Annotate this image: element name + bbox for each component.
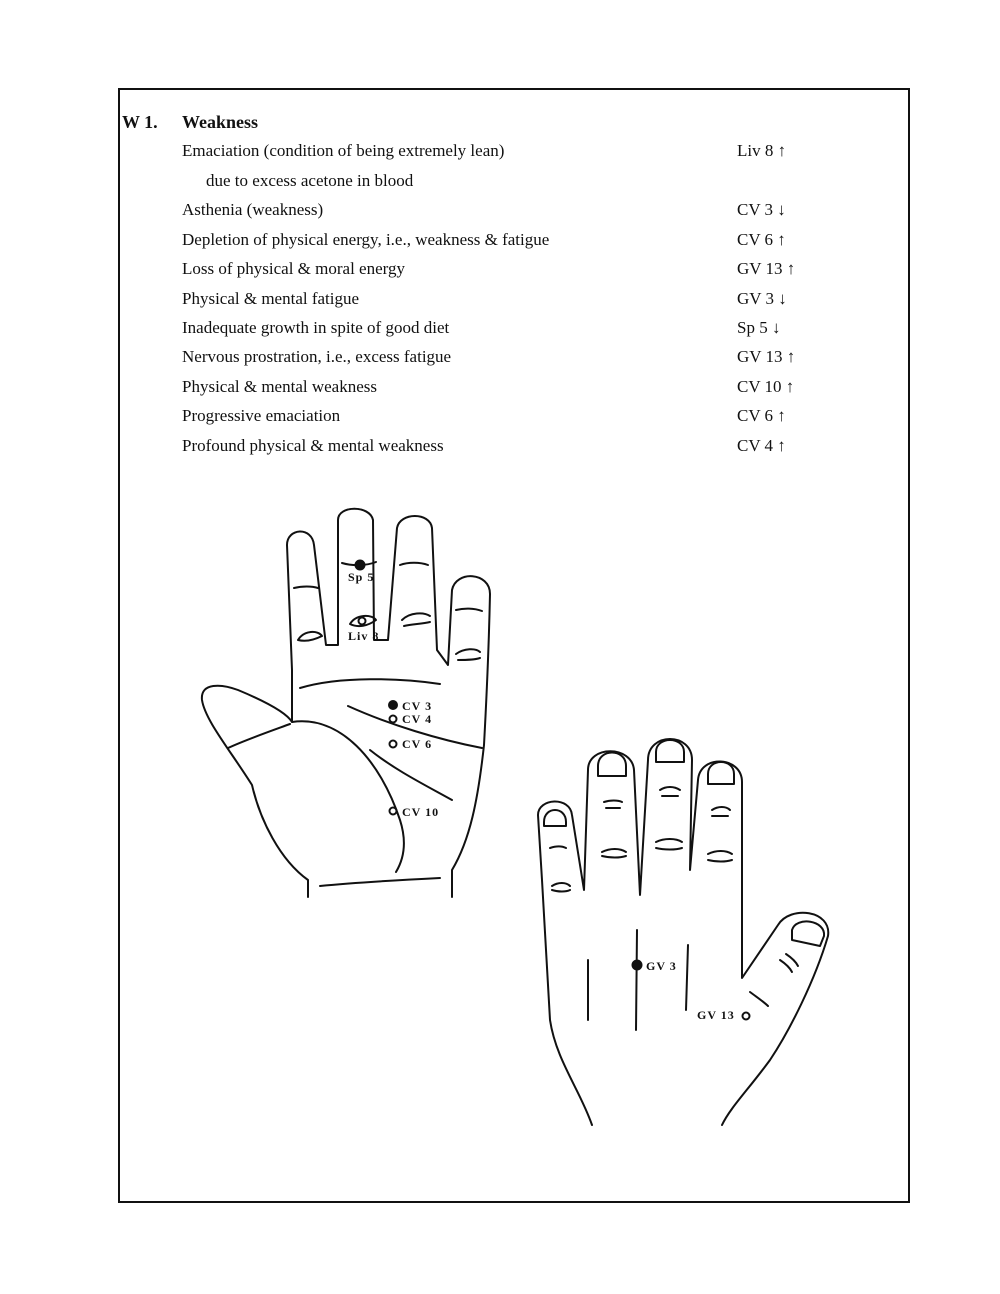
- section-title: Weakness: [182, 112, 259, 132]
- finger-crease: [400, 563, 428, 565]
- finger-crease: [456, 649, 480, 660]
- knuckle-crease: [660, 787, 680, 796]
- tendon-line: [686, 945, 688, 1010]
- cv3-label: CV 3: [402, 699, 433, 713]
- palm-illustration: [202, 509, 490, 897]
- entry-condition: Progressive emaciation: [182, 406, 341, 425]
- knuckle-crease: [602, 849, 626, 858]
- entry-point: CV 4 ↑: [737, 436, 786, 455]
- thumb-crease: [228, 724, 290, 748]
- entry-condition: Physical & mental weakness: [182, 377, 377, 396]
- fingernail: [544, 810, 566, 826]
- entry-point: CV 10 ↑: [737, 377, 795, 396]
- entry-point: CV 3 ↓: [737, 200, 786, 219]
- entry-point: Sp 5 ↓: [737, 318, 781, 337]
- knuckle-crease: [708, 851, 732, 862]
- knuckle-crease: [780, 954, 798, 972]
- cv3-point: [389, 701, 397, 709]
- liv8-point: [359, 618, 366, 625]
- cv4-point: [390, 716, 397, 723]
- gv13-label: GV 13: [697, 1008, 735, 1022]
- finger-crease: [294, 587, 318, 589]
- back-of-hand-illustration: [538, 739, 828, 1125]
- knuckle-crease: [712, 807, 730, 816]
- cv6-label: CV 6: [402, 737, 433, 751]
- entry-condition: Depletion of physical energy, i.e., weakness & fatigue: [182, 230, 550, 249]
- entry-point: CV 6 ↑: [737, 230, 786, 249]
- fingernail: [708, 762, 734, 784]
- entry-condition: Physical & mental fatigue: [182, 289, 360, 308]
- entry-point: GV 13 ↑: [737, 259, 796, 278]
- entry-condition: Profound physical & mental weakness: [182, 436, 444, 455]
- entry-point: CV 6 ↑: [737, 406, 786, 425]
- cv10-point: [390, 808, 397, 815]
- liv8-label: Liv 8: [348, 629, 380, 643]
- wrist-crease: [320, 878, 440, 886]
- entry-condition: Loss of physical & moral energy: [182, 259, 406, 278]
- section-number: W 1.: [122, 112, 158, 132]
- thumb-web-line: [750, 992, 768, 1006]
- cv6-point: [390, 741, 397, 748]
- cv10-label: CV 10: [402, 805, 440, 819]
- entry-condition: Nervous prostration, i.e., excess fatigue: [182, 347, 452, 366]
- heart-line: [300, 679, 440, 688]
- entry-point: GV 13 ↑: [737, 347, 796, 366]
- gv3-point: [633, 961, 642, 970]
- entry-condition: Asthenia (weakness): [182, 200, 324, 219]
- fingernail: [792, 921, 824, 946]
- knuckle-crease: [552, 883, 570, 892]
- thumb-pad-line: [292, 721, 404, 872]
- tendon-line: [636, 930, 637, 1030]
- knuckle-crease: [550, 847, 566, 849]
- entry-point: GV 3 ↓: [737, 289, 787, 308]
- finger-crease: [402, 613, 430, 626]
- knuckle-crease: [656, 839, 682, 850]
- fingernail: [598, 753, 626, 777]
- back-hand-outline: [538, 739, 828, 1125]
- life-line: [370, 750, 452, 800]
- palm-outline: [202, 509, 490, 897]
- entry-condition: Inadequate growth in spite of good diet: [182, 318, 450, 337]
- gv13-point: [743, 1013, 750, 1020]
- sp5-point: [356, 561, 365, 570]
- entry-condition: Emaciation (condition of being extremely lean): [182, 141, 505, 160]
- finger-crease: [298, 632, 322, 641]
- cv4-label: CV 4: [402, 712, 433, 726]
- gv3-label: GV 3: [646, 959, 677, 973]
- knuckle-crease: [604, 801, 622, 809]
- entry-condition: due to excess acetone in blood: [206, 171, 414, 190]
- finger-crease: [456, 609, 482, 611]
- entry-point: Liv 8 ↑: [737, 141, 787, 160]
- sp5-label: Sp 5: [348, 570, 375, 584]
- fingernail: [656, 740, 684, 762]
